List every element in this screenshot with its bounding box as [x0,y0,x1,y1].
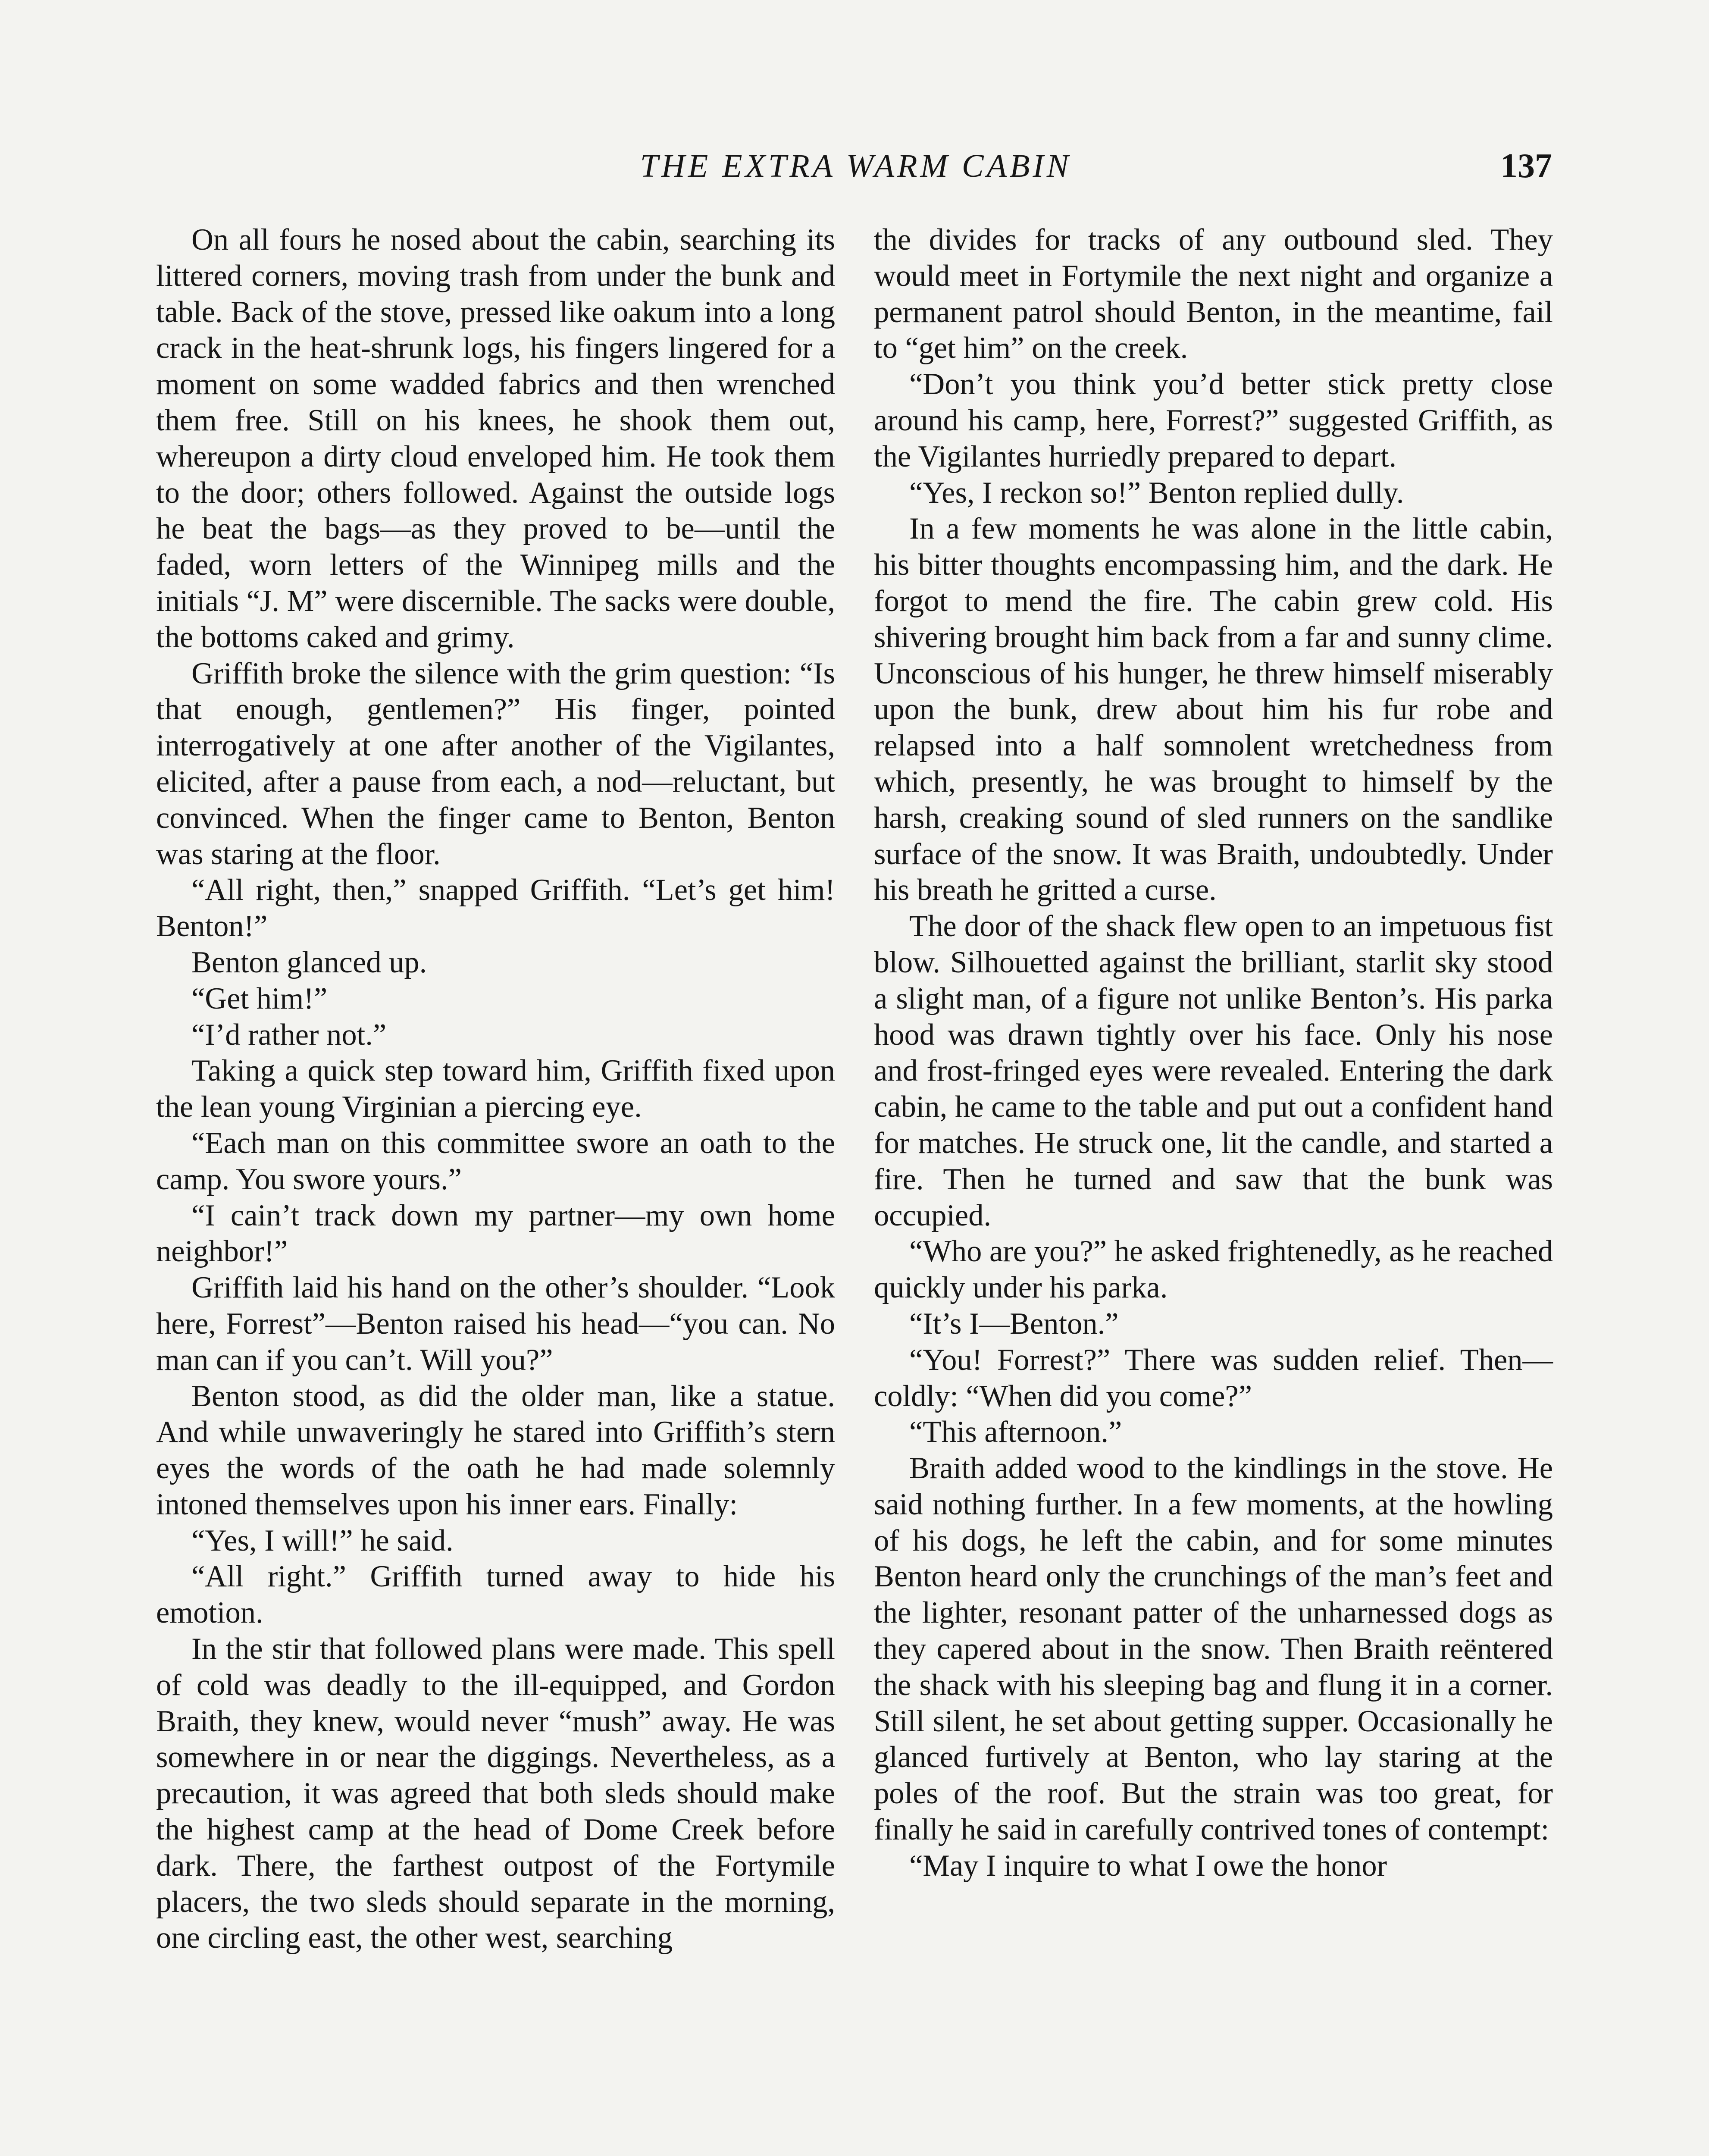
paragraph: “I’d rather not.” [191,1018,387,1052]
paragraph: the divides for tracks of any outbound sled. They would meet in Fortymile the next night and organize a permanent patrol should Benton, in the meantime, fail to “get him” on the creek. [874,223,1553,365]
paragraph: “It’s I—Benton.” [909,1307,1119,1341]
paragraph: “Yes, I will!” he said. [191,1523,454,1557]
page-number: 137 [1500,147,1552,185]
paragraph: “You! Forrest?” There was sudden relief. Then—coldly: “When did you come?” [874,1343,1553,1413]
paragraph: “I cain’t track down my partner—my own home neighbor!” [156,1198,835,1269]
paragraph: In the stir that followed plans were made. This spell of cold was deadly to the ill-equipped, and Gordon Braith, they knew, would never “mush” away. He was somewhere in or near the diggings. Nevertheless, as a precaution, it was agreed that both sleds should make the highest camp at the head of Dome Creek before dark. There, the farthest outpost of the Fortymile placers, the two sleds should separate in the morning, one circling east, the other west, searching [156,1632,835,1955]
paragraph: “Each man on this committee swore an oath to the camp. You swore yours.” [156,1126,835,1196]
paragraph: Benton stood, as did the older man, like a statue. And while unwaveringly he stared into Griffith’s stern eyes the words of the oath he had made solemnly intoned themselves upon his inner ears. Finally: [156,1379,835,1521]
paragraph: “This afternoon.” [909,1415,1122,1449]
paragraph: “May I inquire to what I owe the honor [909,1849,1387,1883]
paragraph: “All right, then,” snapped Griffith. “Let’s get him! Benton!” [156,873,835,943]
paragraph: “All right.” Griffith turned away to hide his emotion. [156,1560,835,1630]
paragraph: “Who are you?” he asked frightenedly, as he reached quickly under his parka. [874,1235,1553,1305]
running-head [160,142,1552,194]
right-column [874,222,1553,1884]
paragraph: The door of the shack flew open to an impetuous fist blow. Silhouetted against the brilliant, starlit sky stood a slight man, of a figure not unlike Benton’s. His parka hood was drawn tightly over his face. Only his nose and frost-fringed eyes were revealed. Entering the dark cabin, he came to the table and put out a confident hand for matches. He struck one, lit the candle, and started a fire. Then he turned and saw that the bunk was occupied. [874,909,1553,1232]
paragraph: In a few moments he was alone in the little cabin, his bitter thoughts encompassing him, and the dark. He forgot to mend the fire. The cabin grew cold. His shivering brought him back from a far and sunny clime. Unconscious of his hunger, he threw himself miserably upon the bunk, drew about him his fur robe and relapsed into a half somnolent wretchedness from which, presently, he was brought to himself by the harsh, creaking sound of sled runners on the sandlike surface of the snow. It was Braith, undoubtedly. Under his breath he gritted a curse. [874,512,1553,907]
paragraph: Taking a quick step toward him, Griffith fixed upon the lean young Virginian a piercing eye. [156,1054,835,1124]
paragraph: “Get him!” [191,981,328,1015]
paragraph: “Yes, I reckon so!” Benton replied dully. [909,476,1404,510]
paragraph: Benton glanced up. [191,945,427,979]
paragraph: Griffith broke the silence with the grim question: “Is that enough, gentlemen?” His finger, pointed interrogatively at one after another of the Vigilantes, elicited, after a pause from each, a nod—reluctant, but convinced. When the finger came to Benton, Benton was staring at the floor. [156,656,835,871]
paragraph: Braith added wood to the kindlings in the stove. He said nothing further. In a few moments, at the howling of his dogs, he left the cabin, and for some minutes Benton heard only the crunchings of the man’s feet and the lighter, resonant patter of the unharnessed dogs as they capered about in the snow. Then Braith reëntered the shack with his sleeping bag and flung it in a corner. Still silent, he set about getting supper. Occasionally he glanced furtively at Benton, who lay staring at the poles of the roof. But the strain was too great, for finally he said in carefully contrived tones of contempt: [874,1451,1553,1847]
left-column [156,222,835,1956]
paragraph: “Don’t you think you’d better stick pretty close around his camp, here, Forrest?” suggested Griffith, as the Vigilantes hurriedly prepared to depart. [874,367,1553,473]
running-title: THE EXTRA WARM CABIN [640,148,1072,184]
paragraph: On all fours he nosed about the cabin, searching its littered corners, moving trash from under the bunk and table. Back of the stove, pressed like oakum into a long crack in the heat-shrunk logs, his fingers lingered for a moment on some wadded fabrics and then wrenched them free. Still on his knees, he shook them out, whereupon a dirty cloud enveloped him. He took them to the door; others followed. Against the outside logs he beat the bags—as they proved to be—until the faded, worn letters of the Winnipeg mills and the initials “J. M” were discernible. The sacks were double, the bottoms caked and grimy. [156,223,835,654]
paragraph: Griffith laid his hand on the other’s shoulder. “Look here, Forrest”—Benton raised his head—“you can. No man can if you can’t. Will you?” [156,1271,835,1377]
